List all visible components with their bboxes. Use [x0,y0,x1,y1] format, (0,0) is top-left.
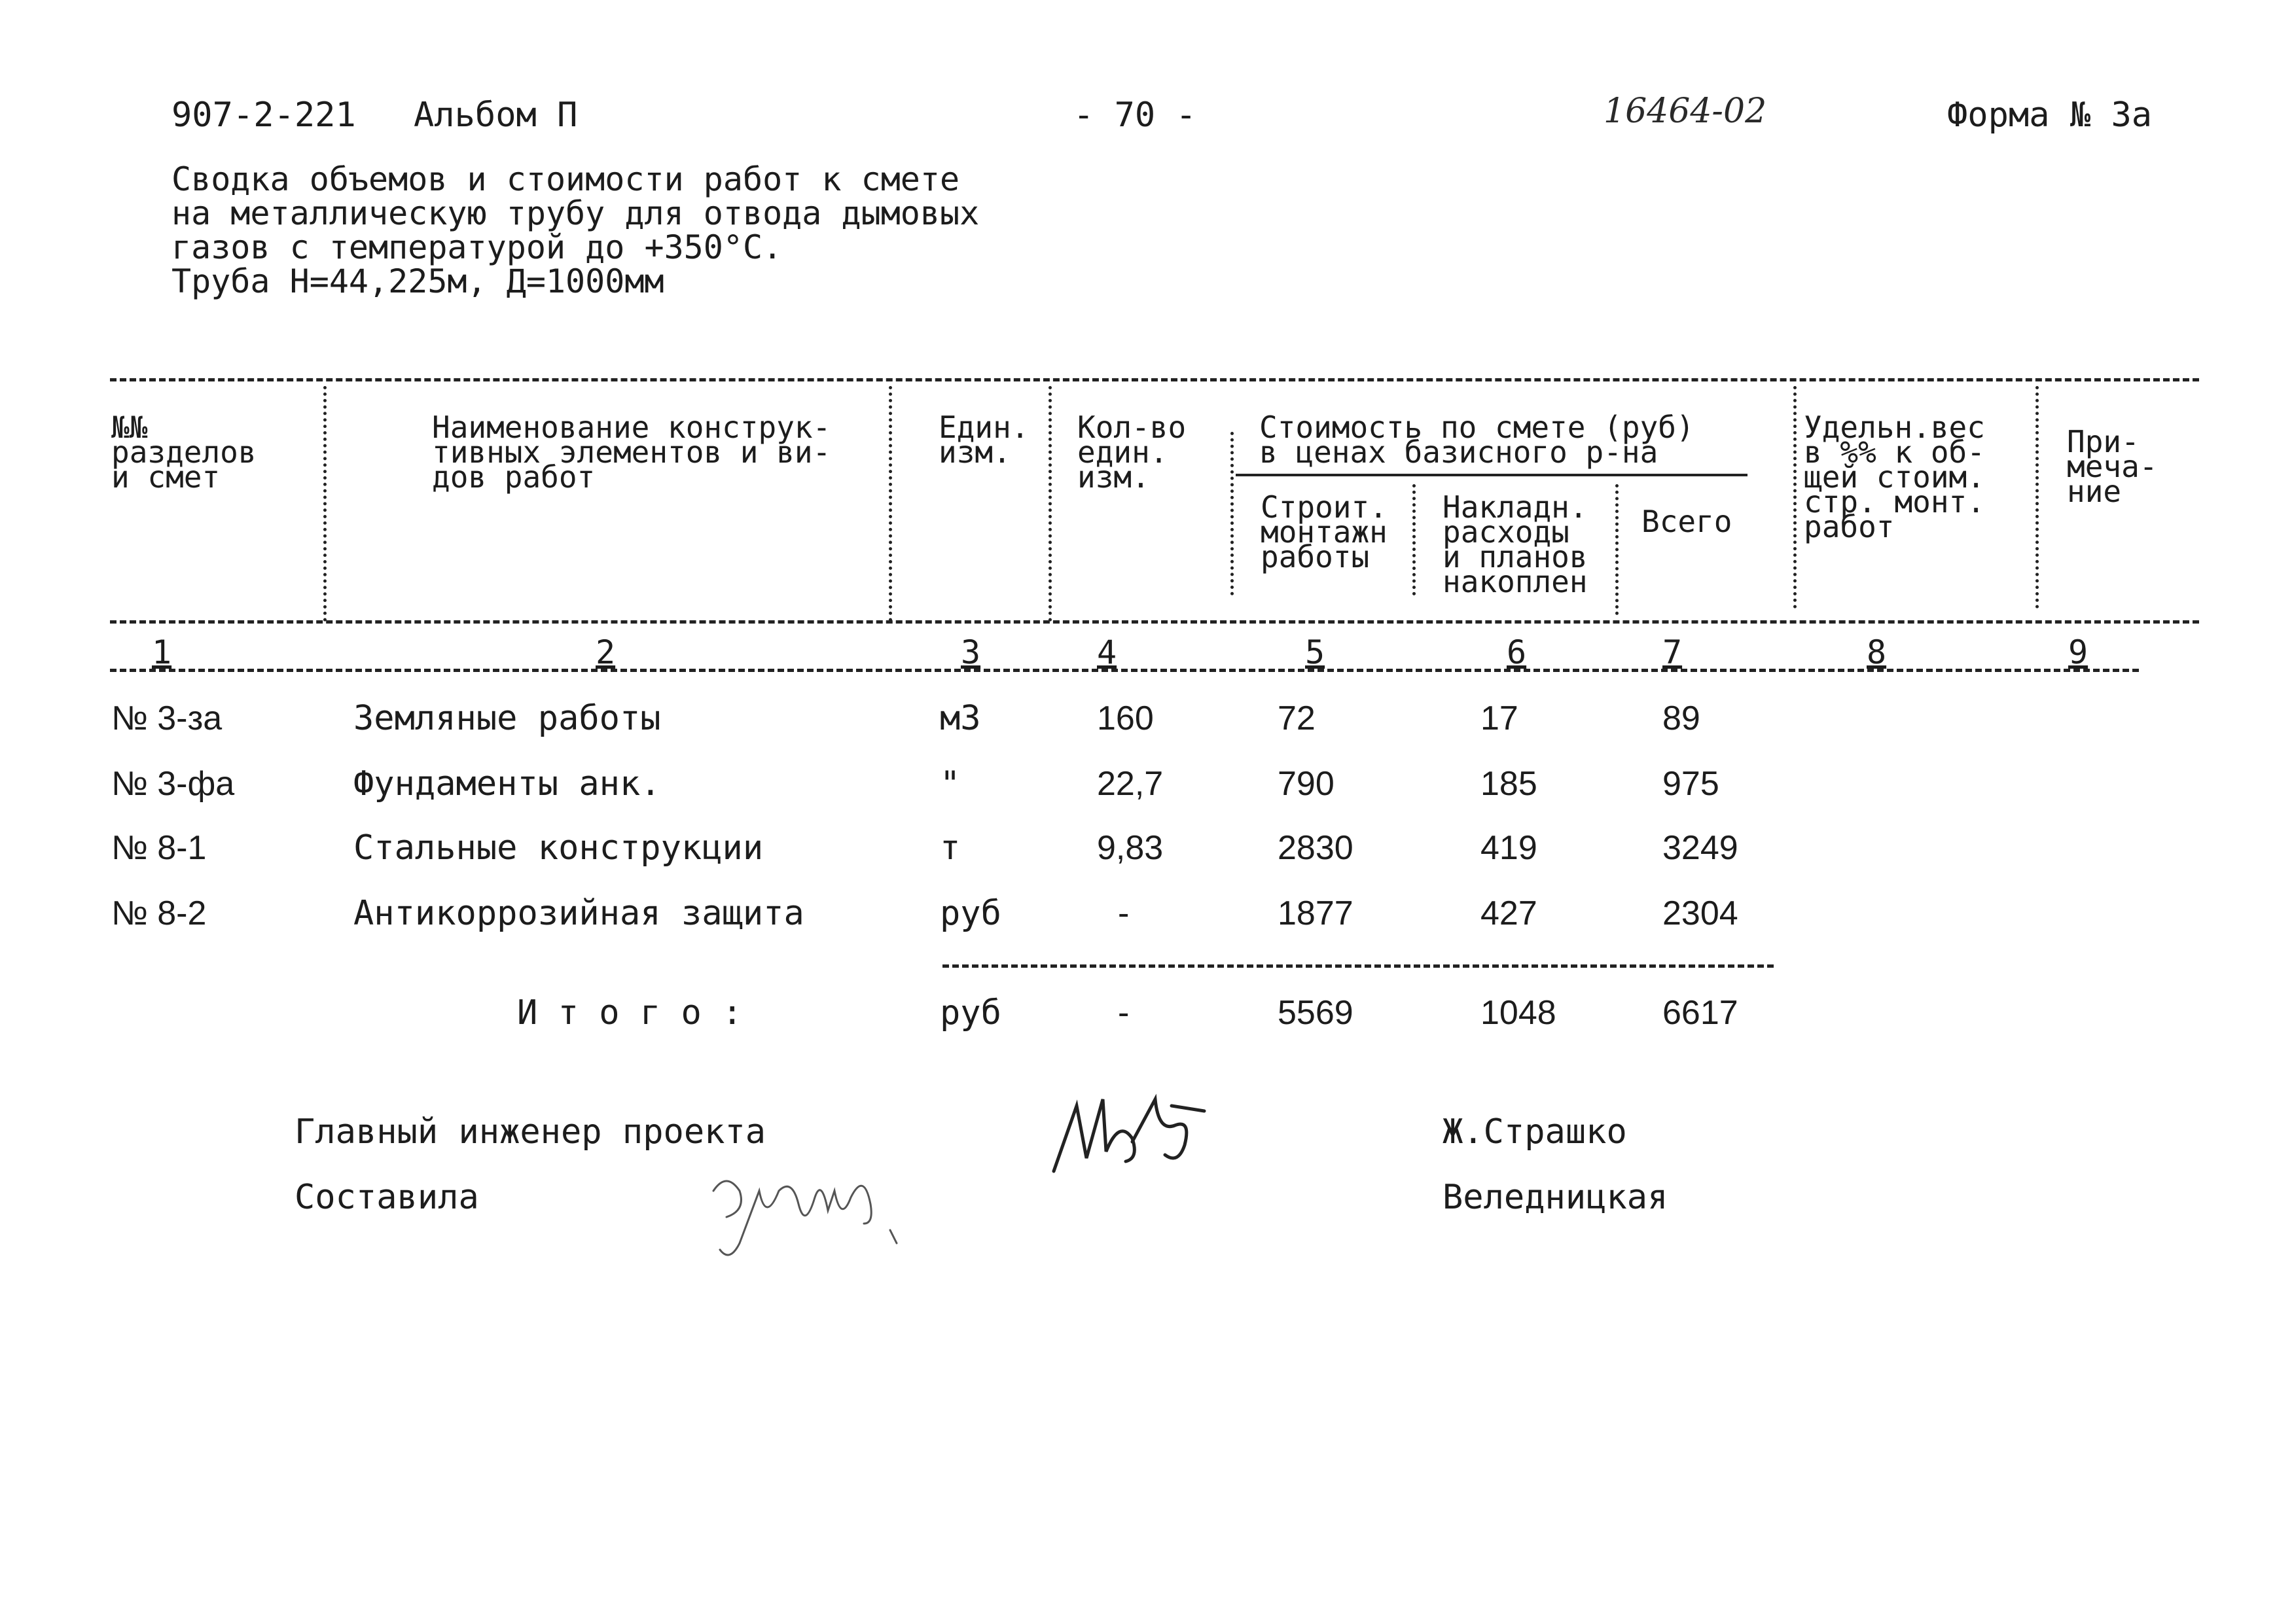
header-notes: При- меча- ние [2067,424,2158,509]
row-overhead: 427 [1480,894,1537,932]
column-separator [1230,432,1234,595]
column-separator [1412,484,1416,595]
row-unit: " [940,764,961,803]
cost-group-rule [1236,474,1747,476]
column-number: 7 [1662,633,1683,671]
total-qty: - [1118,994,1130,1032]
row-construction: 1877 [1278,894,1353,932]
column-number: 2 [596,633,616,671]
row-qty: 160 [1097,699,1154,737]
header-total-cost: Всего [1641,504,1732,539]
table-top-rule [110,378,2199,381]
compiler-name: Веледницкая [1443,1178,1668,1217]
title-line: Труба Н=44,225м, Д=1000мм [171,262,664,300]
column-separator [889,386,892,622]
total-separator-rule [942,964,1774,968]
document-code: 16464-02 [1604,92,1767,131]
compiler-signature [700,1152,949,1269]
compiler-role: Составила [295,1178,479,1217]
form-number: Форма № 3а [1947,96,2153,135]
column-separator [323,386,327,622]
total-label: И т о г о : [517,993,743,1033]
header-bottom-rule [110,620,2199,624]
row-name: Антикоррозийная защита [353,894,804,933]
header-unit: Един. изм. [939,410,1030,470]
column-separator [1048,386,1052,622]
row-name: Стальные конструкции [353,828,764,868]
column-number: 9 [2068,633,2088,671]
title-line: Сводка объемов и стоимости работ к смете [171,160,960,198]
page-number: - 70 - [1073,96,1196,135]
document-title [171,162,979,298]
doc-number: 907-2-221 [171,96,356,135]
total-sum: 6617 [1662,994,1738,1032]
row-section: № 3-за [111,699,223,737]
row-overhead: 17 [1480,699,1518,737]
header-overhead-cost: Накладн. расходы и планов накоплен [1443,489,1588,599]
row-unit: руб [940,894,1001,933]
row-total: 3249 [1662,829,1738,867]
header-section-number: №№ разделов и смет [111,410,257,495]
row-qty: 22,7 [1097,765,1164,803]
row-construction: 790 [1278,765,1335,803]
row-total: 975 [1662,765,1719,803]
column-separator [1793,386,1797,609]
column-number: 1 [152,633,172,671]
total-overhead: 1048 [1480,994,1556,1032]
header-share-percent: Удельн.вес в %% к об- щей стоим. стр. монт. работ [1804,410,1985,544]
row-name: Земляные работы [353,699,661,738]
row-construction: 2830 [1278,829,1353,867]
column-number: 8 [1867,633,1887,671]
row-qty: - [1118,894,1130,932]
column-number: 4 [1097,633,1117,671]
header-cost-group: Стоимость по смете (руб) в ценах базисного р-на [1259,410,1694,470]
row-unit: м3 [940,699,981,738]
row-total: 2304 [1662,894,1738,932]
chief-engineer-signature [1041,1080,1224,1184]
row-section: № 8-1 [111,829,207,867]
row-name: Фундаменты анк. [353,764,661,803]
chief-engineer-name: Ж.Страшко [1443,1112,1627,1152]
title-line: газов с температурой до +350°С. [171,228,783,266]
column-number: 6 [1507,633,1527,671]
row-section: № 3-фа [111,765,235,803]
row-qty: 9,83 [1097,829,1164,867]
column-numbers-rule [110,669,2139,672]
title-line: на металлическую трубу для отвода дымовых [171,194,980,232]
row-unit: т [940,828,961,868]
row-total: 89 [1662,699,1700,737]
header-construction-cost: Строит. монтажн работы [1261,489,1388,574]
row-overhead: 419 [1480,829,1537,867]
chief-engineer-role: Главный инженер проекта [295,1112,766,1152]
total-construction: 5569 [1278,994,1353,1032]
column-number: 5 [1305,633,1325,671]
row-overhead: 185 [1480,765,1537,803]
total-unit: руб [940,993,1001,1033]
column-separator [1615,484,1619,615]
header-quantity: Кол-во един. изм. [1077,410,1187,495]
album-label: Альбом П [414,96,578,135]
column-number: 3 [961,633,981,671]
column-separator [2035,386,2039,609]
row-construction: 72 [1278,699,1316,737]
row-section: № 8-2 [111,894,207,932]
header-element-name: Наименование конструк- тивных элементов и ви- дов работ [432,410,831,495]
